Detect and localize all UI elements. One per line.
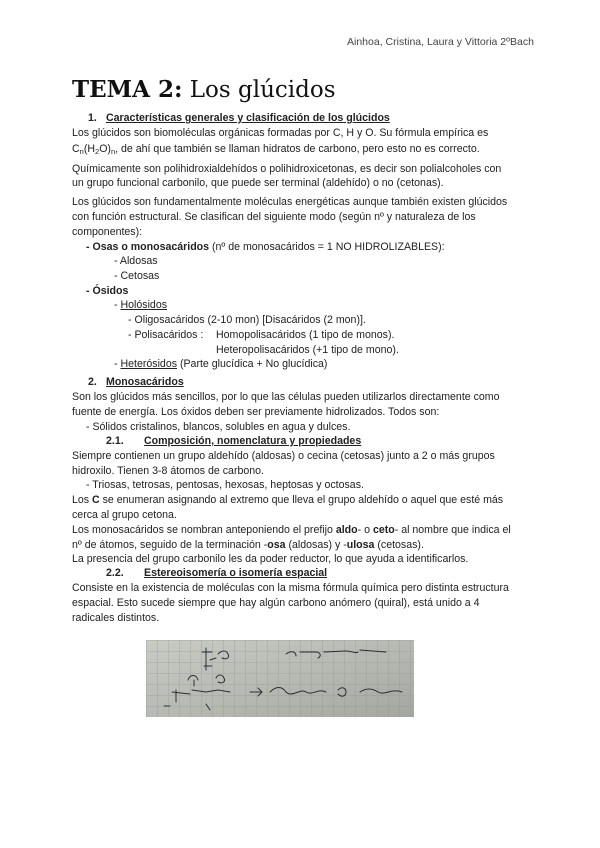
s21-line2: hidroxilo. Tienen 3-8 átomos de carbono. [72, 465, 264, 477]
s21-line7 [72, 538, 424, 553]
section-2-1-number: 2.1. [106, 435, 124, 447]
list-holosidos [114, 298, 167, 313]
s21-line4 [72, 493, 503, 508]
s21-line3: - Triosas, tetrosas, pentosas, hexosas, heptosas y octosas. [86, 479, 364, 491]
s21-l7-a: nº de átomos, seguido de la terminación - [72, 539, 268, 551]
s21-line6 [72, 523, 511, 538]
s21-l6-b: - o [357, 524, 373, 536]
s1-p1-line2-rest: , de ahí que también se llaman hidratos de carbono, pero esto no es correcto. [115, 143, 480, 155]
list-polisacaridos: - Polisacáridos : [128, 329, 204, 341]
list-homopolisacaridos: Homopolisacáridos (1 tipo de monos). [216, 329, 395, 341]
section-2-2-number: 2.2. [106, 567, 124, 579]
section-2-2-heading: Estereoisomería o isomería espacial [144, 567, 328, 579]
list-osidos: - Ósidos [86, 285, 129, 297]
s21-l6-c: - al nombre que indica el [394, 524, 511, 536]
s21-l7-ulosa: ulosa [346, 539, 375, 551]
s21-line8: La presencia del grupo carbonilo les da poder reductor, lo que ayuda a identificarlos. [72, 553, 469, 565]
section-2-number: 2. [88, 376, 97, 388]
heterosidos-dash: - [114, 358, 121, 370]
osas-desc: (nº de monosacáridos = 1 NO HIDROLIZABLES): [209, 241, 445, 253]
s21-l4-a: Los [72, 494, 93, 506]
s22-line2: espacial. Esto sucede siempre que hay algún carbono anómero (quiral), está unido a 4 [72, 597, 480, 609]
heterosidos-label: Heterósidos [120, 358, 178, 370]
section-2-1-heading: Composición, nomenclatura y propiedades [144, 435, 362, 447]
formula-mid: (H [83, 143, 96, 155]
list-cetosas: - Cetosas [114, 270, 160, 282]
handwritten-notes-photo [146, 640, 414, 717]
formula-o: O) [99, 143, 111, 155]
osas-label: - Osas o monosacáridos [86, 241, 210, 253]
s1-p2-line1: Químicamente son polihidroxialdehídos o polihidroxicetonas, es decir son polialcoholes con [72, 163, 502, 175]
s22-line1: Consiste en la existencia de moléculas con la misma fórmula química pero distinta estructura [72, 582, 509, 594]
s1-p3-line1: Los glúcidos son fundamentalmente moléculas energéticas aunque también existen glúcidos [72, 196, 508, 208]
s1-p2-line2: un grupo funcional carbonilo, que puede ser terminal (aldehído) o no (cetonas). [72, 177, 444, 189]
list-heterosidos [114, 357, 327, 372]
formula-c: C [72, 143, 80, 155]
formula-n2: n [110, 147, 116, 156]
s1-p3-line3: componentes): [72, 226, 143, 238]
holosidos-label: Holósidos [120, 299, 168, 311]
section-1-number: 1. [88, 112, 97, 124]
s21-l6-ceto: ceto [372, 524, 395, 536]
list-aldosas: - Aldosas [114, 255, 158, 267]
section-1-heading: Características generales y clasificación de los glúcidos [106, 112, 390, 124]
s1-p1-line1: Los glúcidos son biomoléculas orgánicas formadas por C, H y O. Su fórmula empírica es [72, 127, 489, 139]
s2-bullet: - Sólidos cristalinos, blancos, solubles en agua y dulces. [86, 421, 351, 433]
header-authors: Ainhoa, Cristina, Laura y Vittoria 2ºBach [347, 36, 534, 48]
heterosidos-desc: (Parte glucídica + No glucídica) [177, 358, 328, 370]
s21-line5: cerca al grupo cetona. [72, 509, 177, 521]
title-text: Los glúcidos [189, 77, 336, 103]
list-osas [86, 240, 445, 255]
list-heteropolisacaridos: Heteropolisacáridos (+1 tipo de mono). [216, 344, 399, 356]
section-2-heading: Monosacáridos [106, 376, 184, 388]
page-title [72, 76, 336, 103]
s2-p1-line2: fuente de energía. Los óxidos deben ser previamente hidrolizados. Todos son: [72, 406, 440, 418]
holosidos-dash: - [114, 299, 121, 311]
title-prefix: TEMA 2: [72, 76, 183, 103]
s22-line3: radicales distintos. [72, 612, 160, 624]
list-oligosacaridos: - Oligosacáridos (2-10 mon) [Disacáridos (2 mon)]. [128, 314, 366, 326]
formula-n1: n [79, 147, 84, 156]
s21-l7-b: (aldosas) y - [285, 539, 347, 551]
s21-l7-osa: osa [267, 539, 286, 551]
s1-p1-line2 [72, 142, 480, 157]
formula-2: 2 [95, 147, 100, 156]
s21-l7-c: (cetosas). [374, 539, 424, 551]
s2-p1-line1: Son los glúcidos más sencillos, por lo que las células pueden utilizarlos directamente como [72, 391, 500, 403]
s21-l6-aldo: aldo [335, 524, 358, 536]
s21-l4-b: se enumeran asignando al extremo que lleva el grupo aldehído o aquel que esté más [99, 494, 504, 506]
handwritten-notes-sketch [146, 640, 414, 717]
s21-l4-c: C [92, 494, 100, 506]
s21-l6-a: Los monosacáridos se nombran anteponiendo el prefijo [72, 524, 336, 536]
s21-line1: Siempre contienen un grupo aldehído (aldosas) o cecina (cetosas) junto a 2 o más grupos [72, 450, 495, 462]
s1-p3-line2: con función estructural. Se clasifican del siguiente modo (según nº y naturaleza de los [72, 211, 476, 223]
